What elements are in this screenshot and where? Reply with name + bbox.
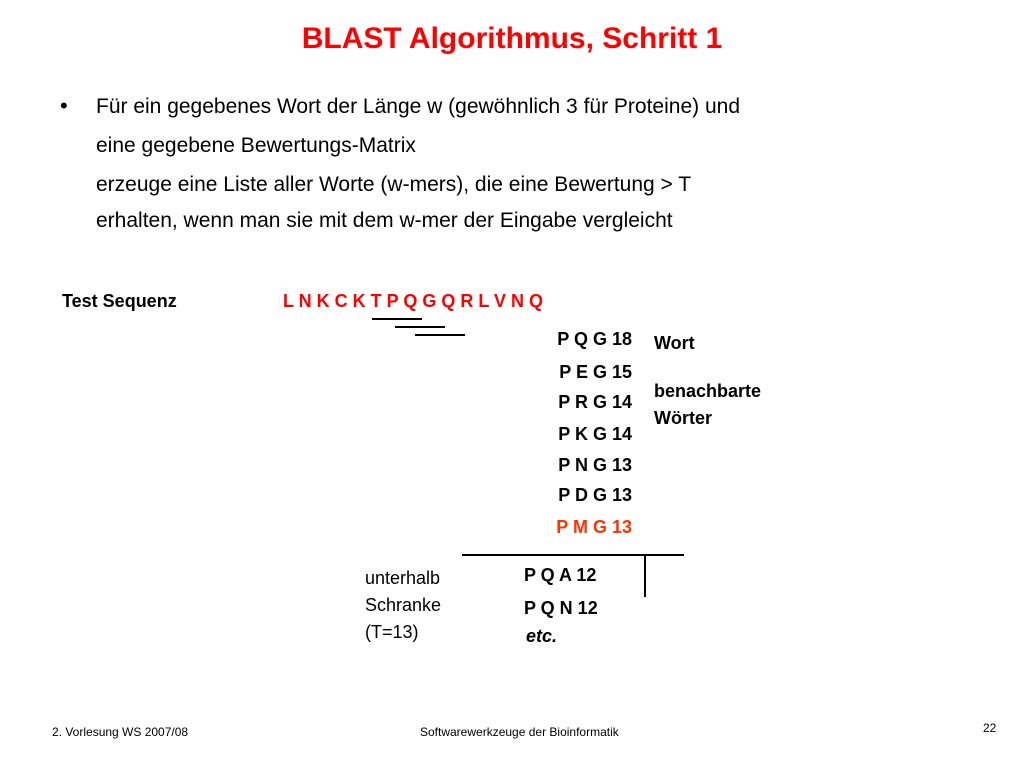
below-label-line1: unterhalb: [365, 568, 441, 588]
slide-title: BLAST Algorithmus, Schritt 1: [301, 22, 723, 55]
word-png: P N G 13: [558, 455, 632, 475]
bullet-line-2: eine gegebene Bewertungs-Matrix: [96, 134, 416, 157]
word-peg: P E G 15: [559, 362, 632, 382]
label-neighbors-line2: Wörter: [654, 408, 712, 428]
underline-2: [395, 326, 445, 328]
threshold-bracket: [644, 555, 646, 597]
bullet-line-4: erhalten, wenn man sie mit dem w-mer der Eingabe vergleicht: [96, 209, 673, 232]
bullet-line-1: Für ein gegebenes Wort der Länge w (gewöhnlich 3 für Proteine) und: [96, 95, 740, 118]
page-number: 22: [983, 721, 997, 735]
word-pkg: P K G 14: [558, 424, 632, 444]
underline-1: [372, 318, 422, 320]
footer-center: Softwarewerkzeuge der Bioinformatik: [420, 725, 619, 739]
below-label-line3: (T=13): [365, 622, 419, 642]
word-pdg: P D G 13: [558, 485, 632, 505]
test-sequence: L N K C K T P Q G Q R L V N Q: [283, 291, 544, 311]
etc-label: etc.: [526, 626, 558, 646]
word-pqn: P Q N 12: [524, 598, 598, 618]
word-pqa: P Q A 12: [524, 565, 597, 585]
word-prg: P R G 14: [558, 392, 632, 412]
label-wort: Wort: [654, 333, 695, 353]
word-pqg: P Q G 18: [557, 329, 632, 349]
label-neighbors-line1: benachbarte: [654, 381, 762, 401]
word-pmg-highlight: P M G 13: [556, 517, 632, 537]
footer-left: 2. Vorlesung WS 2007/08: [52, 725, 189, 739]
below-label-line2: Schranke: [365, 595, 442, 615]
bullet-line-3: erzeuge eine Liste aller Worte (w-mers), die eine Bewertung > T: [96, 173, 692, 196]
underline-3: [415, 334, 465, 336]
test-sequence-label: Test Sequenz: [62, 291, 177, 311]
threshold-line: [462, 554, 684, 556]
bullet-dot: •: [60, 93, 68, 118]
